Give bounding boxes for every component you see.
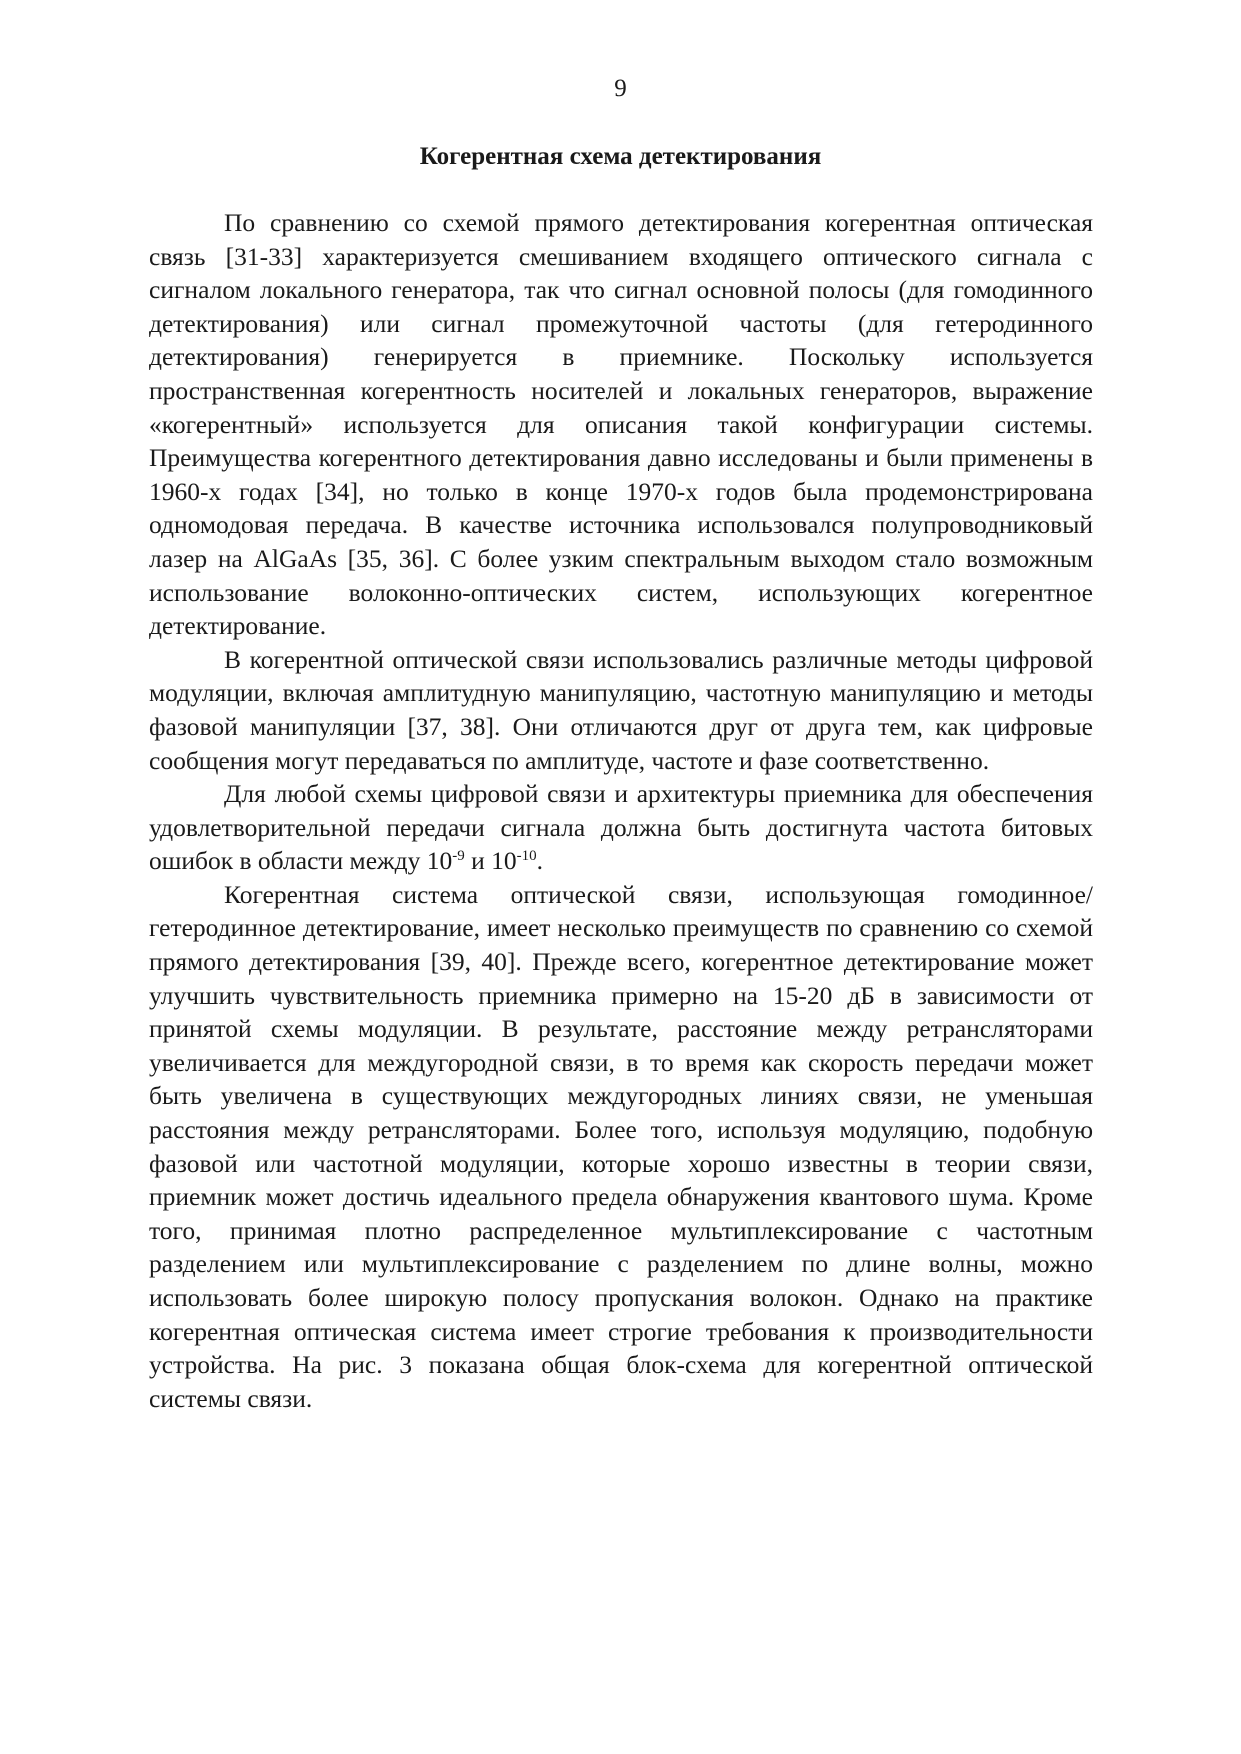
paragraph-4: Когерентная система оптической связи, использующая гомодинное/гетеродинное детектирование, имеет несколько преимуществ по сравнению со схемой прямого детектирования [39, 40]. Прежде всего, когерентное детектирование может улучшить чувствительность приемника примерно на 15-20 дБ в зависимости от принятой схемы модуляции. В результате, расстояние между ретрансляторами увеличивается для междугородной связи, в то время как скорость передачи может быть увеличена в существующих междугородных линиях связи, не уменьшая расстояния между ретрансляторами. Более того, используя модуляцию, подобную фазовой или частотной модуляции, которые хорошо известны в теории связи, приемник может достичь идеального предела обнаружения квантового шума. Кроме того, принимая плотно распределенное мультиплексирование с частотным разделением или мультиплексирование с разделением по длине волны, можно использовать более широкую полосу пропускания волокон. Однако на практике когерентная оптическая система имеет строгие требования к производительности устройства. На рис. 3 показана общая блок-схема для когерентной оптической системы связи. [149,879,1093,1413]
page-number: 9 [614,75,627,102]
body-text [149,206,1093,1415]
paragraph-1: По сравнению со схемой прямого детектирования когерентная оптическая связь [31-33] характеризуется смешиванием входящего оптического сигнала с сигналом локального генератора, так что сигнал основной полосы (для гомодинного детектирования) или сигнал промежуточной частоты (для гетеродинного детектирования) генерируется в приемнике. Поскольку используется пространственная когерентность носителей и локальных генераторов, выражение «когерентный» используется для описания такой конфигурации системы. Преимущества когерентного детектирования давно исследованы и были применены в 1960-х годах [34], но только в конце 1970-х годов была продемонстрирована одномодовая передача. В качестве источника использовался полупроводниковый лазер на AlGaAs [35, 36]. С более узким спектральным выходом стало возможным использование волоконно-оптических систем, использующих когерентное детектирование. [149,208,1093,641]
paragraph-3 [149,777,1093,878]
exponent-1: -9 [452,848,465,865]
paragraph-3-end: . [536,846,544,876]
exponent-2: -10 [516,848,537,865]
paragraph-2: В когерентной оптической связи использовались различные методы цифровой модуляции, включая амплитудную манипуляцию, частотную манипуляцию и методы фазовой манипуляции [37, 38]. Они отличаются друг от друга тем, как цифровые сообщения могут передаваться по амплитуде, частоте и фазе соответственно. [149,644,1093,775]
section-heading: Когерентная схема детектирования [419,143,822,170]
paragraph-3-text: Для любой схемы цифровой связи и архитектуры приемника для обеспечения удовлетворительной передачи сигнала должна быть достигнута частота битовых ошибок в области между 10 [149,779,1093,876]
paragraph-3-middle: и 10 [464,846,517,876]
